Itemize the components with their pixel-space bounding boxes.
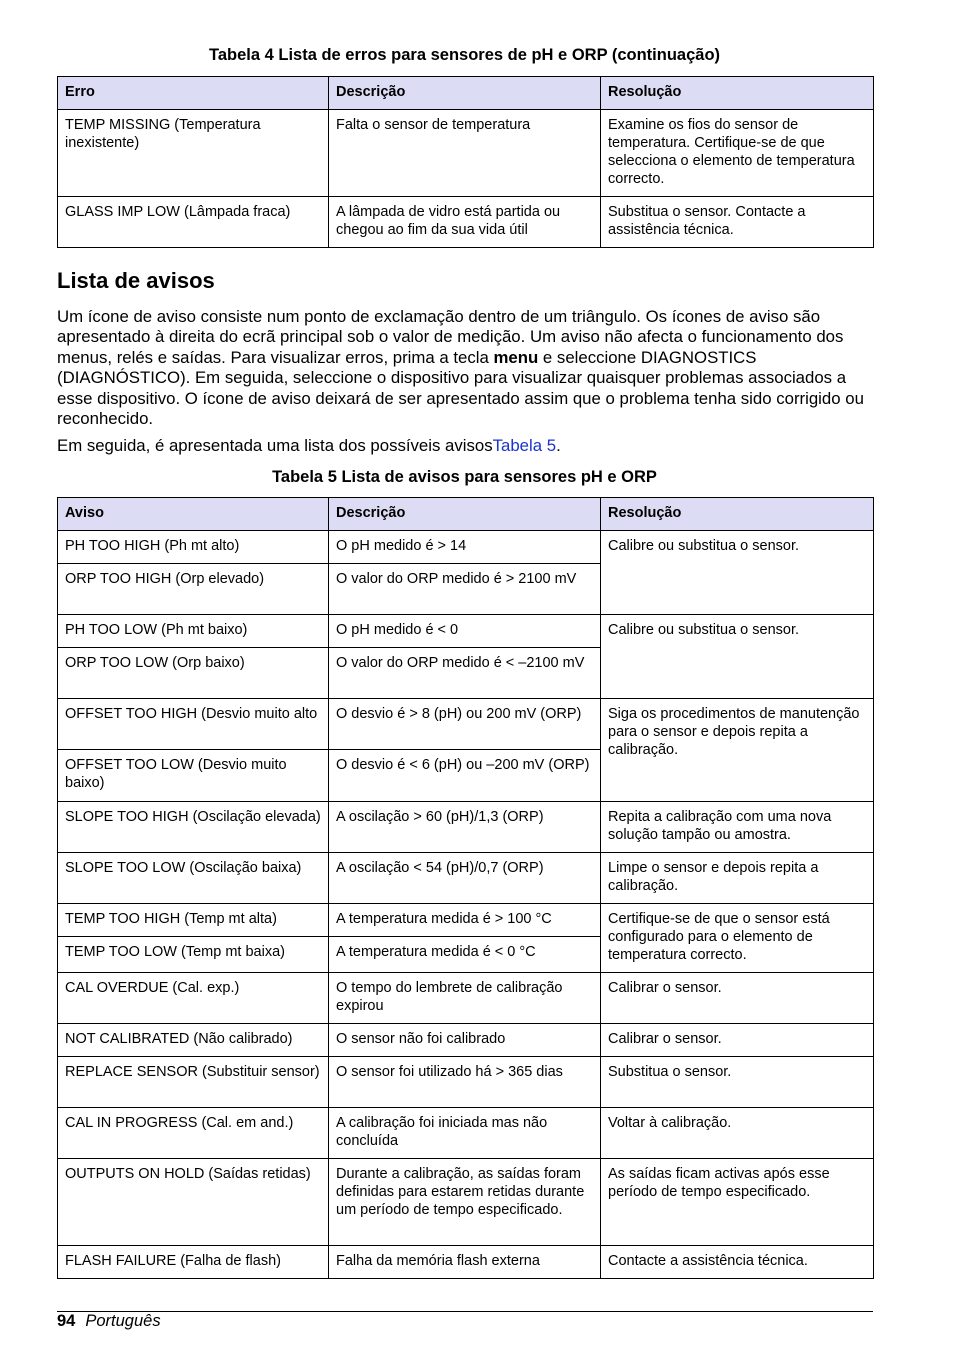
table-row bbox=[58, 110, 874, 197]
table5-warnings bbox=[57, 497, 874, 1279]
intro-paragraph bbox=[57, 307, 872, 429]
table-row bbox=[58, 853, 874, 904]
table-cell: Contacte a assistência técnica. bbox=[601, 1246, 874, 1279]
table-row bbox=[58, 1024, 874, 1057]
table-cell: FLASH FAILURE (Falha de flash) bbox=[58, 1246, 329, 1279]
table5-caption: Tabela 5 Lista de avisos para sensores pH e ORP bbox=[272, 468, 657, 486]
table-cell: O desvio é < 6 (pH) ou –200 mV (ORP) bbox=[329, 750, 601, 802]
table5-header-resolucao: Resolução bbox=[601, 498, 874, 531]
menu-key-label: menu bbox=[493, 347, 539, 367]
table-row bbox=[58, 1108, 874, 1159]
section-title: Lista de avisos bbox=[57, 268, 215, 293]
table-cell: SLOPE TOO LOW (Oscilação baixa) bbox=[58, 853, 329, 904]
table5-link[interactable]: Tabela 5 bbox=[492, 436, 557, 455]
table-reference-paragraph bbox=[57, 436, 872, 456]
table-cell: O tempo do lembrete de calibração expirou bbox=[329, 973, 601, 1024]
table-cell: TEMP TOO LOW (Temp mt baixa) bbox=[58, 937, 329, 973]
table-cell: OUTPUTS ON HOLD (Saídas retidas) bbox=[58, 1159, 329, 1246]
table-cell: Calibrar o sensor. bbox=[601, 1024, 874, 1057]
table-row bbox=[58, 197, 874, 248]
table-cell: Repita a calibração com uma nova solução tampão ou amostra. bbox=[601, 802, 874, 853]
table-cell: A temperatura medida é > 100 °C bbox=[329, 904, 601, 937]
table-row bbox=[58, 615, 874, 648]
table4-caption: Tabela 4 Lista de erros para sensores de pH e ORP (continuação) bbox=[208, 46, 721, 64]
table-cell: Falha da memória flash externa bbox=[329, 1246, 601, 1279]
table-row bbox=[58, 1246, 874, 1279]
table-cell: Examine os fios do sensor de temperatura. Certifique-se de que selecciona o elemento de temperatura correcto. bbox=[601, 110, 874, 197]
table-cell: SLOPE TOO HIGH (Oscilação elevada) bbox=[58, 802, 329, 853]
table-cell: A oscilação < 54 (pH)/0,7 (ORP) bbox=[329, 853, 601, 904]
table-row bbox=[58, 802, 874, 853]
table-cell: Certifique-se de que o sensor está configurado para o elemento de temperatura correcto. bbox=[601, 904, 874, 973]
table-cell: OFFSET TOO LOW (Desvio muito baixo) bbox=[58, 750, 329, 802]
footer-language: Português bbox=[85, 1312, 161, 1330]
table-row bbox=[58, 699, 874, 750]
table-cell: Calibre ou substitua o sensor. bbox=[601, 615, 874, 699]
table-cell: O valor do ORP medido é < –2100 mV bbox=[329, 648, 601, 699]
table-row bbox=[58, 531, 874, 564]
intro-text-b: e seleccione DIAGNOSTICS (DIAGNÓSTICO). Em seguida, seleccione o dispositivo para visualizar quaisquer problemas associados a esse dispositivo. O ícone de aviso deixará de ser apresentado assim que o problema tenha sido corrigido ou reconhecido. bbox=[57, 347, 864, 429]
table-cell: REPLACE SENSOR (Substituir sensor) bbox=[58, 1057, 329, 1108]
table4-header-descricao: Descrição bbox=[329, 77, 601, 110]
table-cell: Calibrar o sensor. bbox=[601, 973, 874, 1024]
page-footer bbox=[57, 1312, 161, 1331]
table-cell: O sensor foi utilizado há > 365 dias bbox=[329, 1057, 601, 1108]
table-cell: O valor do ORP medido é > 2100 mV bbox=[329, 564, 601, 615]
table-cell: Falta o sensor de temperatura bbox=[329, 110, 601, 197]
table5-header-row bbox=[58, 498, 874, 531]
table-cell: O pH medido é < 0 bbox=[329, 615, 601, 648]
table-row bbox=[58, 1159, 874, 1246]
table-cell: As saídas ficam activas após esse período de tempo especificado. bbox=[601, 1159, 874, 1246]
table-cell: A oscilação > 60 (pH)/1,3 (ORP) bbox=[329, 802, 601, 853]
reference-end: . bbox=[556, 436, 561, 455]
table-cell: O pH medido é > 14 bbox=[329, 531, 601, 564]
table-cell: Siga os procedimentos de manutenção para o sensor e depois repita a calibração. bbox=[601, 699, 874, 802]
table-cell: GLASS IMP LOW (Lâmpada fraca) bbox=[58, 197, 329, 248]
table-cell: Voltar à calibração. bbox=[601, 1108, 874, 1159]
table5-header-descricao: Descrição bbox=[329, 498, 601, 531]
table4-header-resolucao: Resolução bbox=[601, 77, 874, 110]
table-cell: Calibre ou substitua o sensor. bbox=[601, 531, 874, 615]
table5-header-aviso: Aviso bbox=[58, 498, 329, 531]
table-cell: Substitua o sensor. Contacte a assistência técnica. bbox=[601, 197, 874, 248]
table-cell: A lâmpada de vidro está partida ou chegou ao fim da sua vida útil bbox=[329, 197, 601, 248]
table-cell: O sensor não foi calibrado bbox=[329, 1024, 601, 1057]
table-cell: ORP TOO LOW (Orp baixo) bbox=[58, 648, 329, 699]
table-cell: CAL IN PROGRESS (Cal. em and.) bbox=[58, 1108, 329, 1159]
table4-header-row bbox=[58, 77, 874, 110]
table-cell: ORP TOO HIGH (Orp elevado) bbox=[58, 564, 329, 615]
table-cell: NOT CALIBRATED (Não calibrado) bbox=[58, 1024, 329, 1057]
table-row bbox=[58, 973, 874, 1024]
table5-body bbox=[58, 531, 874, 1279]
table-cell: PH TOO HIGH (Ph mt alto) bbox=[58, 531, 329, 564]
table4-errors bbox=[57, 76, 874, 248]
page-number: 94 bbox=[57, 1312, 76, 1330]
table-cell: Substitua o sensor. bbox=[601, 1057, 874, 1108]
table-row bbox=[58, 1057, 874, 1108]
table4-header-erro: Erro bbox=[58, 77, 329, 110]
intro-text-a: Um ícone de aviso consiste num ponto de exclamação dentro de um triângulo. Os ícones de aviso são apresentado à direita do ecrã principal sob o valor de medição. Um aviso não afecta o funcionamento dos menus, relés e saídas. Para visualizar erros, prima a tecla bbox=[57, 307, 844, 367]
table-cell: PH TOO LOW (Ph mt baixo) bbox=[58, 615, 329, 648]
table-cell: OFFSET TOO HIGH (Desvio muito alto bbox=[58, 699, 329, 750]
reference-text: Em seguida, é apresentada uma lista dos possíveis avisos bbox=[57, 436, 493, 455]
table-row bbox=[58, 904, 874, 937]
table-cell: A temperatura medida é < 0 °C bbox=[329, 937, 601, 973]
table-cell: TEMP TOO HIGH (Temp mt alta) bbox=[58, 904, 329, 937]
footer-divider bbox=[57, 1311, 873, 1312]
table-cell: TEMP MISSING (Temperatura inexistente) bbox=[58, 110, 329, 197]
table-cell: A calibração foi iniciada mas não concluída bbox=[329, 1108, 601, 1159]
table-cell: Limpe o sensor e depois repita a calibração. bbox=[601, 853, 874, 904]
table-cell: Durante a calibração, as saídas foram definidas para estarem retidas durante um período de tempo especificado. bbox=[329, 1159, 601, 1246]
table-cell: CAL OVERDUE (Cal. exp.) bbox=[58, 973, 329, 1024]
table-cell: O desvio é > 8 (pH) ou 200 mV (ORP) bbox=[329, 699, 601, 750]
